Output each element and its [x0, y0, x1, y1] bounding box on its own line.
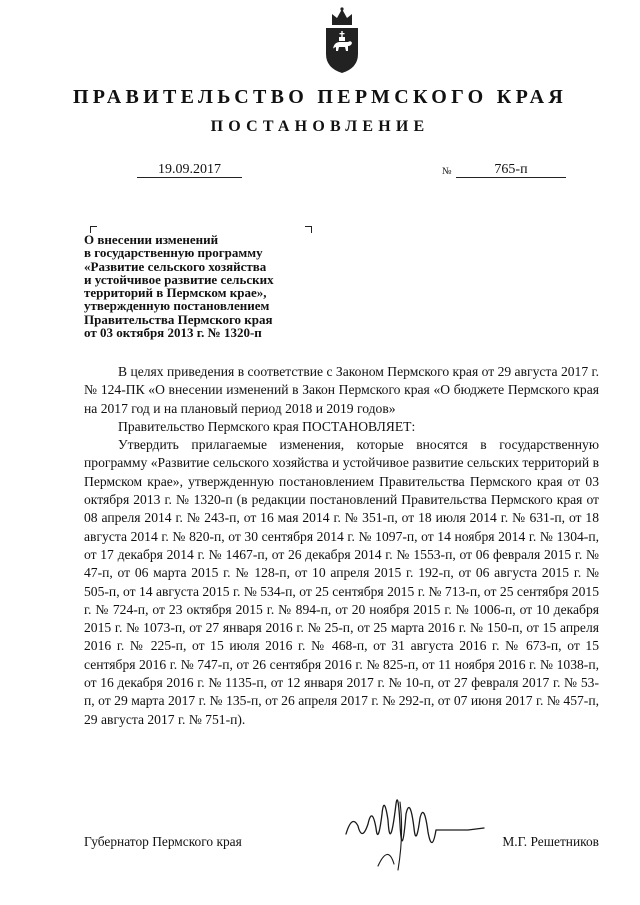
document-subject — [84, 233, 314, 339]
subject-line: территорий в Пермском крае», — [84, 285, 267, 301]
signer-name: М.Г. Решетников — [502, 834, 599, 849]
document-date: 19.09.2017 — [137, 162, 242, 178]
body-paragraph-preamble: В целях приведения в соответствие с Законом Пермского края от 29 августа 2017 г. № 124-ПК «О внесении изменений в Закон Пермского края «О бюджете Пермского края на 2017 год и на плановый период 2018 и 2019 годов» — [84, 364, 599, 416]
document-number: 765-п — [456, 162, 566, 178]
subject-line: Правительства Пермского края — [84, 311, 273, 327]
number-sign: № — [442, 166, 452, 177]
subject-line: О внесении изменений — [84, 232, 219, 247]
coat-of-arms-icon — [318, 4, 366, 76]
subject-line: в государственную программу — [84, 245, 263, 261]
subject-line: утвержденную постановлением — [84, 298, 270, 314]
government-title: ПРАВИТЕЛЬСТВО ПЕРМСКОГО КРАЯ — [72, 86, 568, 108]
subject-corner-right — [305, 226, 312, 233]
handwritten-signature-icon — [338, 784, 488, 874]
body-paragraph-resolution: Утвердить прилагаемые изменения, которые вносятся в государственную программу «Развитие сельского хозяйства и устойчивое развитие сельских территорий в Пермском крае», утвержденную постановлением Правительства Пермского края от 03 октября 2013 г. № 1320-п (в редакции постановлений Правительства Пермского края от 08 апреля 2014 г. № 243-п, от 16 мая 2014 г. № 351-п, от 18 июля 2014 г. № 631-п, от 18 августа 2014 г. № 820-п, от 30 сентября 2014 г. № 1097-п, от 14 ноября 2014 г. № 1304-п, от 17 декабря 2014 г. № 1467-п, от 26 декабря 2014 г. № 1553-п, от 06 февраля 2015 г. № 47-п, от 06 марта 2015 г. № 128-п, от 10 апреля 2015 г. 192-п, от 06 августа 2015 г. № 505-п, от 14 августа 2015 г. № 534-п, от 25 сентября 2015 г. № 713-п, от 25 сентября 2015 г. № 724-п, от 23 октября 2015 г. № 894-п, от 20 ноября 2015 г. № 1006-п, от 10 декабря 2015 г. № 1073-п, от 27 января 2016 г. № 25-п, от 25 марта 2016 г. № 150-п, от 15 апреля 2016 г. № 225-п, от 15 июля 2016 г. № 468-п, от 31 августа 2016 г. № 673-п, от 15 сентября 2016 г. № 747-п, от 26 сентября 2016 г. № 825-п, от 11 ноября 2016 г. № 1038-п, от 16 декабря 2016 г. № 1135-п, от 12 января 2017 г. № 10-п, от 27 февраля 2017 г. № 53-п, от 29 марта 2017 г. № 135-п, от 26 апреля 2017 г. № 292-п, от 07 июня 2017 г. № 457-п, 29 августа 2017 г. № 751-п). — [84, 437, 599, 727]
signer-position: Губернатор Пермского края — [84, 834, 242, 849]
document-body — [84, 363, 599, 729]
subject-line: и устойчивое развитие сельских — [84, 271, 274, 287]
body-paragraph-decree: Правительство Пермского края ПОСТАНОВЛЯЕТ: — [118, 418, 416, 434]
subject-line: от 03 октября 2013 г. № 1320-п — [84, 325, 262, 341]
document-type: ПОСТАНОВЛЕНИЕ — [210, 118, 430, 135]
subject-line: «Развитие сельского хозяйства — [84, 258, 267, 274]
